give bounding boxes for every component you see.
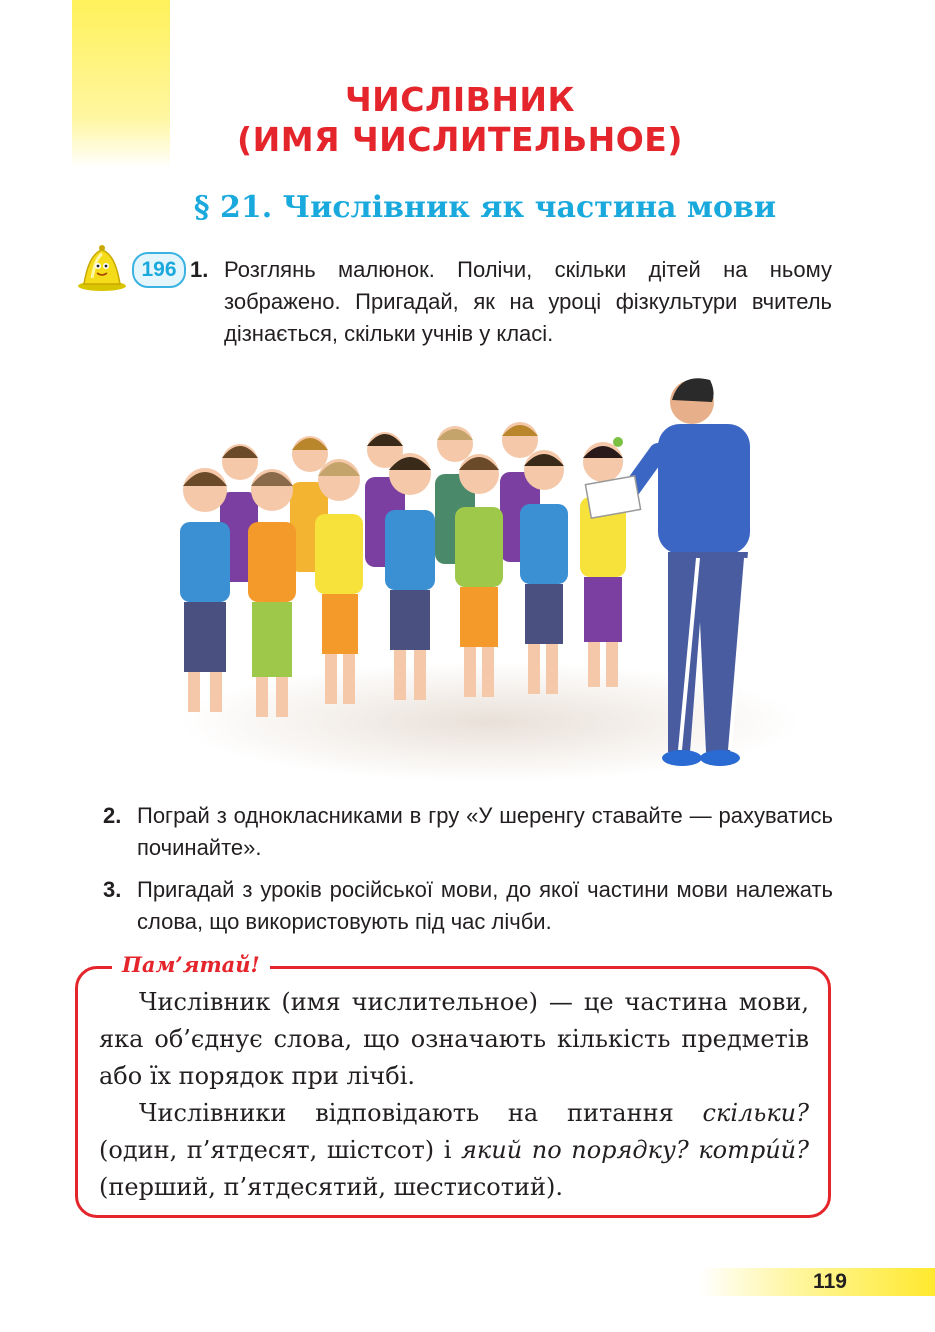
task-number: 3. [103,877,122,902]
remember-label: Пам’ятай! [112,950,270,980]
task-item [190,254,832,350]
task-text: Пограй з однокласниками в гру «У шеренгу ставайте — рахуватись починайте». [137,803,833,860]
task-item [103,874,833,938]
bell-icon [76,244,128,292]
task-number: 1. [190,257,209,282]
rule-paragraph-2 [99,1095,809,1206]
task-item [103,800,833,864]
task-text: Розглянь малюнок. Полічи, скільки дітей на ньому зображено. Пригадай, як на уроці фізкультури вчитель дізнається, скільки учнів у класі. [224,257,832,346]
chapter-title [200,80,720,160]
remember-text [99,984,809,1206]
children-and-teacher-illustration [160,362,800,782]
task-number: 2. [103,803,122,828]
task-text: Пригадай з уроків російської мови, до якої частини мови належать слова, що використовують під час лічби. [137,877,833,934]
rule-paragraph-1: Числівник (имя числительное) — це частина мови, яка об’єднує слова, що означають кількість предметів або їх порядок при лічбі. [99,988,809,1090]
question-word: скільки? [702,1099,809,1127]
section-title: § 21. Числівник як частина мови [193,190,777,225]
rule-examples: (перший, п’ятдесятий, шестисотий). [99,1173,564,1201]
question-word: який по порядку? котрúй? [461,1136,810,1164]
chapter-title-line1: ЧИСЛІВНИК [344,80,576,119]
rule-examples: (один, п’ятдесят, шістсот) і [99,1136,462,1164]
chapter-yellow-bar [72,0,170,168]
chapter-title-line2: (ИМЯ ЧИСЛИТЕЛЬНОЕ) [237,120,683,159]
exercise-number-badge: 196 [132,252,186,288]
rule-text: Числівники відповідають на питання [139,1099,703,1127]
page-number: 119 [813,1270,847,1293]
